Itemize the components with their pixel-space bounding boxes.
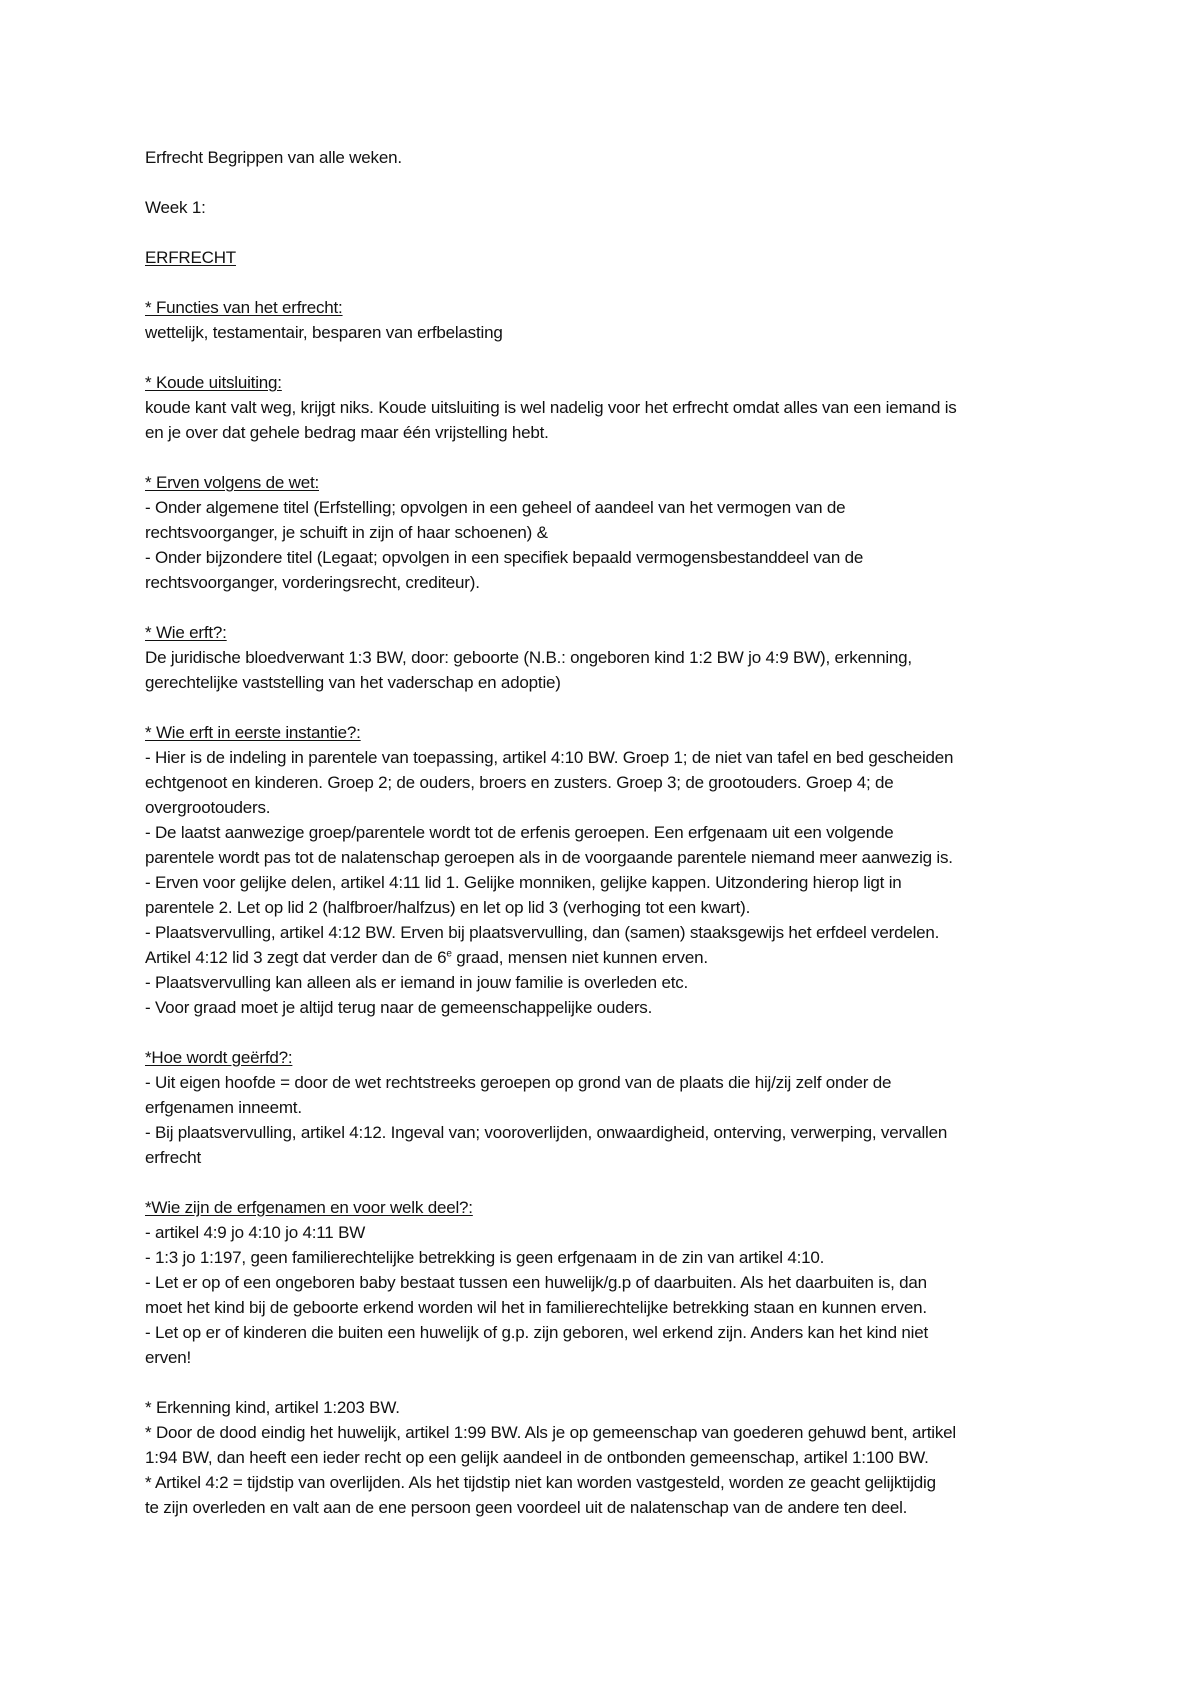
paragraph-line: te zijn overleden en valt aan de ene persoon geen voordeel uit de nalatenschap van de andere ten deel.: [145, 1498, 908, 1517]
paragraph-line: - Let op er of kinderen die buiten een huwelijk of g.p. zijn geboren, wel erkend zijn. Anders kan het kind niet: [145, 1323, 928, 1342]
paragraph-line: wettelijk, testamentair, besparen van erfbelasting: [145, 323, 503, 342]
week-label: Week 1:: [145, 198, 206, 217]
paragraph-line: * Door de dood eindig het huwelijk, artikel 1:99 BW. Als je op gemeenschap van goederen gehuwd bent, artikel: [145, 1423, 956, 1442]
paragraph-line: koude kant valt weg, krijgt niks. Koude uitsluiting is wel nadelig voor het erfrecht omdat alles van een iemand is: [145, 398, 957, 417]
paragraph-line: * Erkenning kind, artikel 1:203 BW.: [145, 1398, 400, 1417]
paragraph-line: - Onder algemene titel (Erfstelling; opvolgen in een geheel of aandeel van het vermogen van de: [145, 498, 846, 517]
section-heading-wie-erft: * Wie erft?:: [145, 623, 227, 642]
paragraph-line: overgrootouders.: [145, 798, 271, 817]
section-heading-hoe-wordt-geerfd: *Hoe wordt geërfd?:: [145, 1048, 293, 1067]
section-heading-functies: * Functies van het erfrecht:: [145, 298, 343, 317]
paragraph-line: - 1:3 jo 1:197, geen familierechtelijke betrekking is geen erfgenaam in de zin van artikel 4:10.: [145, 1248, 825, 1267]
paragraph-line: - De laatst aanwezige groep/parentele wordt tot de erfenis geroepen. Een erfgenaam uit een volgende: [145, 823, 894, 842]
section-heading-koude-uitsluiting: * Koude uitsluiting:: [145, 373, 282, 392]
paragraph-line: - Hier is de indeling in parentele van toepassing, artikel 4:10 BW. Groep 1; de niet van tafel en bed gescheiden: [145, 748, 954, 767]
section-heading-erven-volgens-de-wet: * Erven volgens de wet:: [145, 473, 319, 492]
paragraph-line: * Artikel 4:2 = tijdstip van overlijden. Als het tijdstip niet kan worden vastgesteld, worden ze geacht gelijktijdig: [145, 1473, 936, 1492]
section-main-heading: ERFRECHT: [145, 248, 236, 267]
paragraph-line: - Plaatsvervulling, artikel 4:12 BW. Erven bij plaatsvervulling, dan (samen) staaksgewijs het erfdeel verdelen.: [145, 923, 940, 942]
paragraph-line: 1:94 BW, dan heeft een ieder recht op een gelijk aandeel in de ontbonden gemeenschap, artikel 1:100 BW.: [145, 1448, 929, 1467]
paragraph-line: parentele wordt pas tot de nalatenschap geroepen als in de voorgaande parentele niemand meer aanwezig is.: [145, 848, 953, 867]
paragraph-line: erfgenamen inneemt.: [145, 1098, 302, 1117]
paragraph-line: moet het kind bij de geboorte erkend worden wil het in familierechtelijke betrekking staan en kunnen erven.: [145, 1298, 927, 1317]
paragraph-line: - Erven voor gelijke delen, artikel 4:11 lid 1. Gelijke monniken, gelijke kappen. Uitzondering hierop ligt in: [145, 873, 902, 892]
paragraph-line: echtgenoot en kinderen. Groep 2; de ouders, broers en zusters. Groep 3; de grootouders. Groep 4; de: [145, 773, 894, 792]
section-heading-wie-zijn-de-erfgenamen: *Wie zijn de erfgenamen en voor welk deel?:: [145, 1198, 473, 1217]
paragraph-line: rechtsvoorganger, je schuift in zijn of haar schoenen) &: [145, 523, 548, 542]
paragraph-line: en je over dat gehele bedrag maar één vrijstelling hebt.: [145, 423, 549, 442]
section-heading-eerste-instantie: * Wie erft in eerste instantie?:: [145, 723, 361, 742]
paragraph-line: - Uit eigen hoofde = door de wet rechtstreeks geroepen op grond van de plaats die hij/zij zelf onder de: [145, 1073, 892, 1092]
paragraph-line: erfrecht: [145, 1148, 202, 1167]
text-segment: graad, mensen niet kunnen erven.: [451, 948, 708, 967]
superscript: e: [446, 948, 452, 960]
paragraph-line: gerechtelijke vaststelling van het vaderschap en adoptie): [145, 673, 561, 692]
paragraph-line: parentele 2. Let op lid 2 (halfbroer/halfzus) en let op lid 3 (verhoging tot een kwart).: [145, 898, 751, 917]
paragraph-line: - Let er op of een ongeboren baby bestaat tussen een huwelijk/g.p of daarbuiten. Als het daarbuiten is, dan: [145, 1273, 927, 1292]
paragraph-line: - Voor graad moet je altijd terug naar de gemeenschappelijke ouders.: [145, 998, 653, 1017]
paragraph-line: - Bij plaatsvervulling, artikel 4:12. Ingeval van; vooroverlijden, onwaardigheid, onterving, verwerping, vervallen: [145, 1123, 948, 1142]
paragraph-line: - Onder bijzondere titel (Legaat; opvolgen in een specifiek bepaald vermogensbestanddeel van de: [145, 548, 864, 567]
paragraph-line: De juridische bloedverwant 1:3 BW, door: geboorte (N.B.: ongeboren kind 1:2 BW jo 4:9 BW), erkenning,: [145, 648, 912, 667]
paragraph-line: rechtsvoorganger, vorderingsrecht, crediteur).: [145, 573, 480, 592]
paragraph-line: - artikel 4:9 jo 4:10 jo 4:11 BW: [145, 1223, 366, 1242]
paragraph-line: - Plaatsvervulling kan alleen als er iemand in jouw familie is overleden etc.: [145, 973, 689, 992]
document-body: [145, 145, 1075, 1520]
text-segment: Artikel 4:12 lid 3 zegt dat verder dan de 6: [145, 948, 447, 967]
paragraph-line-with-superscript: [145, 945, 1075, 970]
paragraph-line: erven!: [145, 1348, 192, 1367]
document-title: Erfrecht Begrippen van alle weken.: [145, 148, 402, 167]
